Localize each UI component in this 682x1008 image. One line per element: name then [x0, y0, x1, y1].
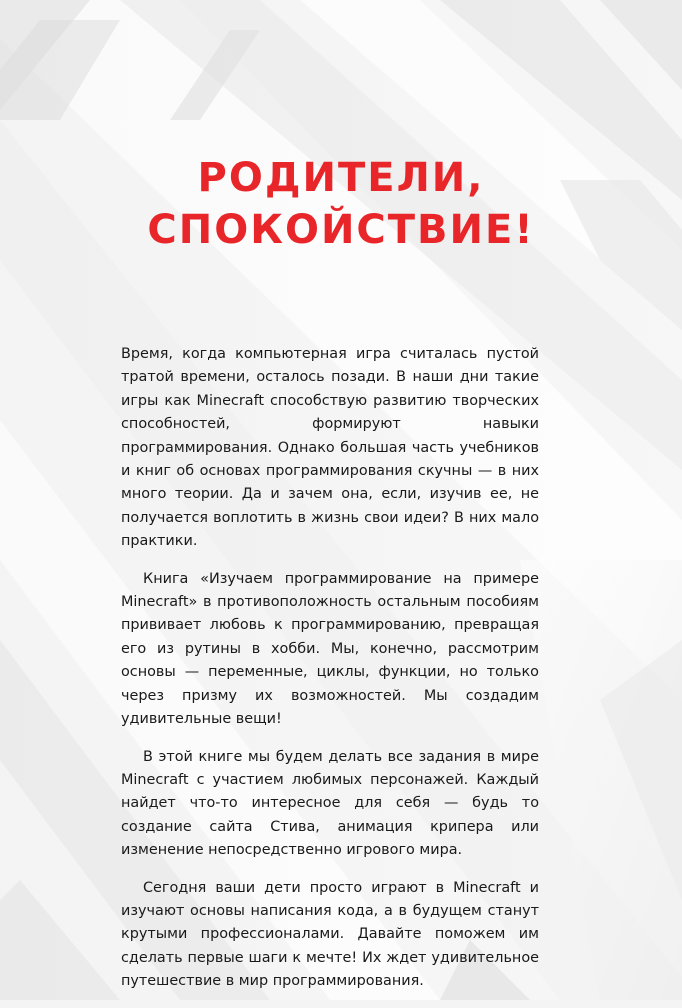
paragraph-4: Сегодня ваши дети просто играют в Minecraft и изучают основы написания кода, а в будущем станут крутыми профессионалами. Давайте поможем им сделать первые шаги к мечте! Их ждет удивительное путешествие в мир программирования. — [121, 879, 539, 990]
paragraph-2: Книга «Изучаем программирование на примере Minecraft» в противоположность остальным пособиям прививает любовь к программированию, превращая его из рутины в хобби. Мы, конечно, рассмотрим основы — переменные, циклы, функции, но только через призму их возможностей. Мы создадим удивительные вещи! — [121, 570, 539, 728]
title-line-2: СПОКОЙСТВИЕ! — [147, 207, 535, 253]
page-title — [0, 152, 682, 256]
body-text — [121, 343, 539, 1008]
title-line-1: РОДИТЕЛИ, — [197, 155, 485, 201]
paragraph-3: В этой книге мы будем делать все задания в мире Minecraft с участием любимых персонажей. Каждый найдет что-то интересное для себя — будь то создание сайта Стива, анимация крипера или изменение непосредственно игрового мира. — [121, 748, 539, 859]
paragraph-1: Время, когда компьютерная игра считалась пустой тратой времени, осталось позади. В наши дни такие игры как Minecraft способствую развитию творческих способностей, формируют навыки программирования. Однако большая часть учебников и книг об основах программирования скучны — в них много теории. Да и зачем она, если, изучив ее, не получается воплотить в жизнь свои идеи? В них мало практики. — [121, 346, 539, 550]
